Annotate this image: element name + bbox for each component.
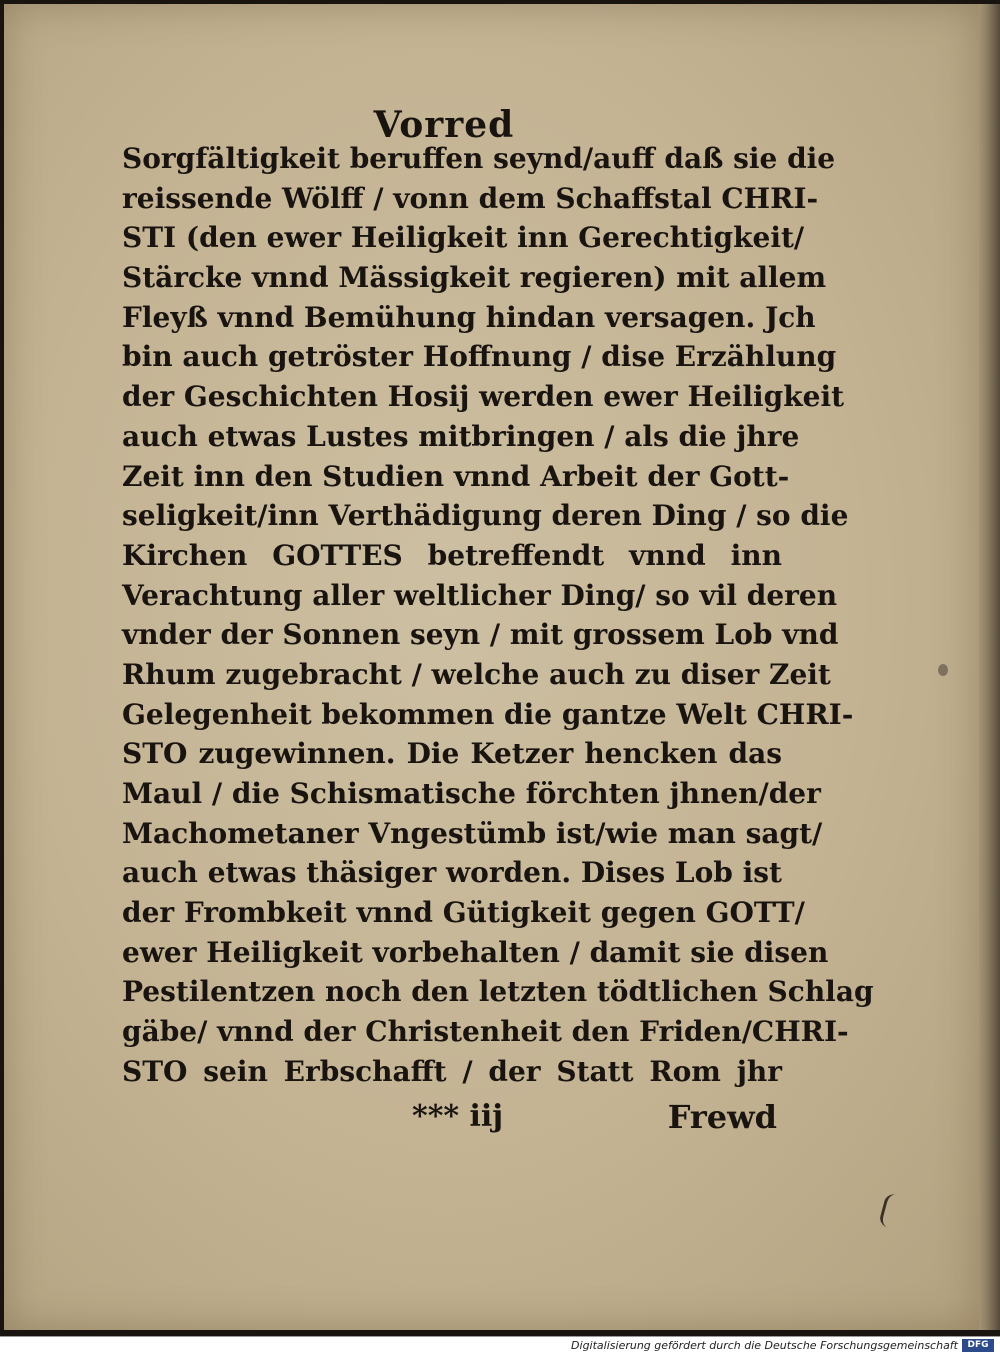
body-text bbox=[122, 139, 874, 1092]
catchword: Frewd bbox=[667, 1098, 777, 1136]
text-line: auch etwas Lustes mitbringen / als die jhre bbox=[122, 419, 800, 453]
ink-mark bbox=[878, 1192, 905, 1230]
text-line: ewer Heiligkeit vorbehalten / damit sie disen bbox=[122, 935, 829, 969]
text-line: Rhum zugebracht / welche auch zu diser Zeit bbox=[122, 657, 831, 691]
text-line: Sorgfältigkeit beruffen seynd/auff daß sie die bbox=[122, 142, 836, 175]
text-line: Kirchen GOTTES betreffendt vnnd inn bbox=[122, 538, 782, 572]
text-line: auch etwas thäsiger worden. Dises Lob ist bbox=[122, 856, 782, 890]
text-line: Machometaner Vngestümb ist/wie man sagt/ bbox=[122, 816, 823, 850]
signature-mark: *** iij bbox=[412, 1099, 504, 1134]
text-line: reissende Wölff / vonn dem Schaffstal CHRI- bbox=[122, 181, 819, 215]
text-line: vnder der Sonnen seyn / mit grossem Lob vnd bbox=[122, 618, 839, 652]
page-edge bbox=[979, 4, 1000, 1330]
text-line: bin auch getröster Hoffnung / dise Erzählung bbox=[122, 340, 837, 374]
text-line: seligkeit/inn Verthädigung deren Ding / so die bbox=[122, 499, 849, 533]
catch-row bbox=[122, 1092, 782, 1142]
footer-bar bbox=[0, 1336, 1000, 1355]
text-line: der Geschichten Hosij werden ewer Heiligkeit bbox=[122, 380, 845, 414]
text-line: Zeit inn den Studien vnnd Arbeit der Gott- bbox=[122, 459, 790, 493]
dfg-logo: DFG bbox=[962, 1339, 994, 1352]
running-head: Vorred bbox=[373, 104, 515, 146]
text-line: Gelegenheit bekommen die gantze Welt CHRI- bbox=[122, 697, 854, 731]
text-line: Maul / die Schismatische förchten jhnen/der bbox=[122, 777, 821, 810]
text-line: Stärcke vnnd Mässigkeit regieren) mit allem bbox=[122, 261, 827, 295]
footer-credit: Digitalisierung gefördert durch die Deutsche Forschungsgemeinschaft bbox=[571, 1339, 958, 1352]
paper-blemish bbox=[938, 664, 948, 676]
text-line: STO zugewinnen. Die Ketzer hencken das bbox=[122, 737, 782, 771]
text-line: Pestilentzen noch den letzten tödtlichen Schlag bbox=[122, 975, 874, 1009]
book-page bbox=[4, 4, 979, 1330]
text-line: Verachtung aller weltlicher Ding/ so vil deren bbox=[122, 578, 838, 612]
text-line: STI (den ewer Heiligkeit inn Gerechtigkeit/ bbox=[122, 221, 805, 255]
text-line: gäbe/ vnnd der Christenheit den Friden/CHRI- bbox=[122, 1015, 849, 1049]
text-line: der Frombkeit vnnd Gütigkeit gegen GOTT/ bbox=[122, 896, 805, 930]
text-line: Fleyß vnnd Bemühung hindan versagen. Jch bbox=[122, 300, 816, 334]
text-line: STO sein Erbschafft / der Statt Rom jhr bbox=[122, 1054, 782, 1088]
